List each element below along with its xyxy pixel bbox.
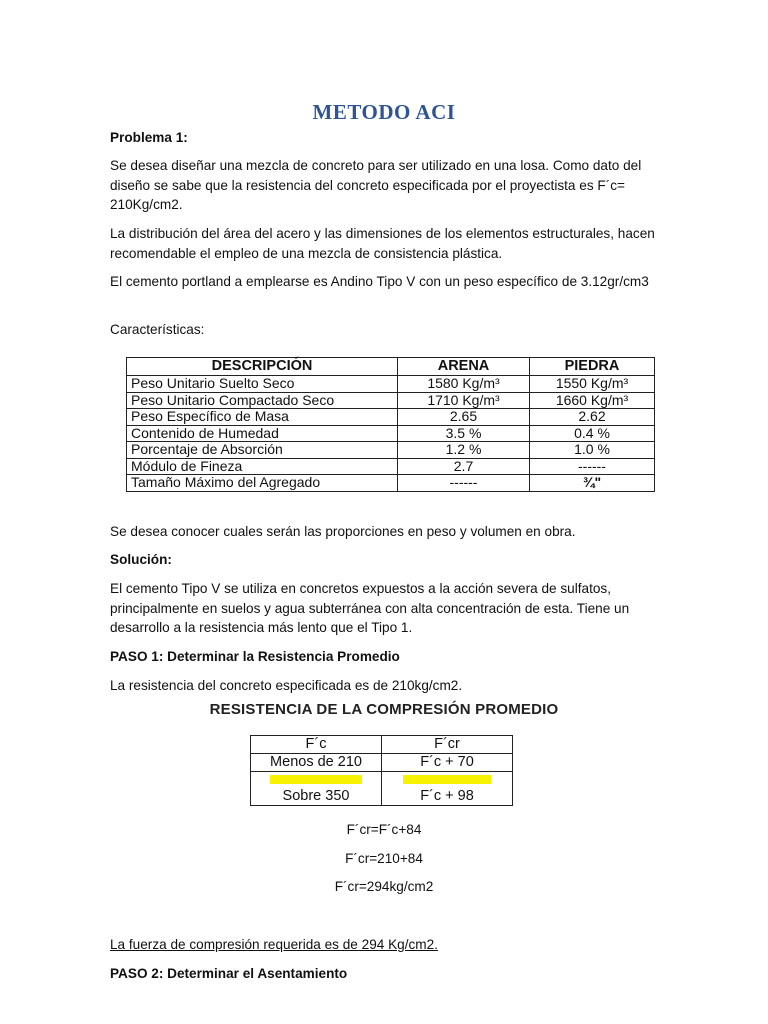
table-cell: 1.0 %	[530, 442, 655, 459]
resistance-table-title: RESISTENCIA DE LA COMPRESIÓN PROMEDIO	[209, 701, 559, 718]
header-fcr: F´cr	[382, 736, 513, 754]
paragraph-6: El cemento Tipo V se utiliza en concretos expuestos a la acción severa de sulfatos, principalmente en suelos y agua subterránea con alta concentración de esta. Tiene un desarrollo a la resistencia más lento que el Tipo 1.	[110, 581, 630, 635]
paragraph-3: El cemento portland a emplearse es Andino Tipo V con un peso específico de 3.12gr/cm3	[110, 274, 649, 289]
header-stone: PIEDRA	[530, 358, 655, 376]
page-title: METODO ACI	[312, 100, 456, 124]
table-cell: Módulo de Fineza	[127, 458, 398, 475]
highlighted-cell	[382, 771, 513, 788]
table-cell: 2.65	[398, 409, 530, 426]
table-header-row	[251, 736, 513, 754]
table-row	[127, 409, 655, 426]
highlight-mark	[403, 775, 491, 784]
table-cell: Contenido de Humedad	[127, 425, 398, 442]
table-cell: ¾"	[530, 475, 655, 492]
table-row	[251, 788, 513, 805]
table-cell: F´c + 98	[382, 788, 513, 805]
paragraph-1: Se desea diseñar una mezcla de concreto para ser utilizado en una losa. Como dato del diseño se sabe que la resistencia del concreto especificada por el proyectista es F´c= 210Kg/cm2.	[110, 158, 642, 212]
table-cell: Peso Unitario Compactado Seco	[127, 392, 398, 409]
paragraph-2: La distribución del área del acero y las dimensiones de los elementos estructurales, hacen recomendable el empleo de una mezcla de consistencia plástica.	[110, 226, 655, 261]
characteristics-label: Características:	[110, 322, 205, 337]
header-sand: ARENA	[398, 358, 530, 376]
characteristics-table	[126, 357, 655, 492]
step-1-heading: PASO 1: Determinar la Resistencia Promedio	[110, 649, 400, 664]
equation-1: F´cr=F´c+84	[346, 822, 422, 837]
table-cell: Menos de 210	[251, 754, 382, 772]
table-cell: 2.7	[398, 458, 530, 475]
table-cell: Peso Unitario Suelto Seco	[127, 376, 398, 393]
table-row	[127, 392, 655, 409]
equation-3: F´cr=294kg/cm2	[334, 879, 434, 894]
table-cell: Tamaño Máximo del Agregado	[127, 475, 398, 492]
table-cell: Peso Específico de Masa	[127, 409, 398, 426]
table-cell: ------	[398, 475, 530, 492]
table-row	[127, 442, 655, 459]
table-row-highlighted	[251, 771, 513, 788]
problem-label: Problema 1:	[110, 130, 188, 145]
table-cell: 3.5 %	[398, 425, 530, 442]
table-cell: 1.2 %	[398, 442, 530, 459]
table-cell: Sobre 350	[251, 788, 382, 805]
equation-2: F´cr=210+84	[345, 851, 423, 866]
table-header-row	[127, 358, 655, 376]
table-row	[127, 458, 655, 475]
resistance-table	[250, 735, 513, 806]
conclusion-text: La fuerza de compresión requerida es de 294 Kg/cm2.	[110, 937, 438, 952]
table-cell: 1660 Kg/m³	[530, 392, 655, 409]
table-row	[251, 754, 513, 772]
table-cell: F´c + 70	[382, 754, 513, 772]
highlighted-cell	[251, 771, 382, 788]
table-cell: 1580 Kg/m³	[398, 376, 530, 393]
header-fc: F´c	[251, 736, 382, 754]
table-cell: 0.4 %	[530, 425, 655, 442]
paragraph-5: Se desea conocer cuales serán las proporciones en peso y volumen en obra.	[110, 524, 576, 539]
highlight-mark	[270, 775, 362, 784]
table-cell: Porcentaje de Absorción	[127, 442, 398, 459]
paragraph-7: La resistencia del concreto especificada es de 210kg/cm2.	[110, 678, 463, 693]
table-row	[127, 475, 655, 492]
step-2-heading: PASO 2: Determinar el Asentamiento	[110, 966, 348, 981]
table-cell: 1710 Kg/m³	[398, 392, 530, 409]
table-row	[127, 376, 655, 393]
table-cell: 1550 Kg/m³	[530, 376, 655, 393]
header-description: DESCRIPCIÓN	[127, 358, 398, 376]
table-cell: 2.62	[530, 409, 655, 426]
table-cell: ------	[530, 458, 655, 475]
table-row	[127, 425, 655, 442]
solution-label: Solución:	[110, 552, 172, 567]
